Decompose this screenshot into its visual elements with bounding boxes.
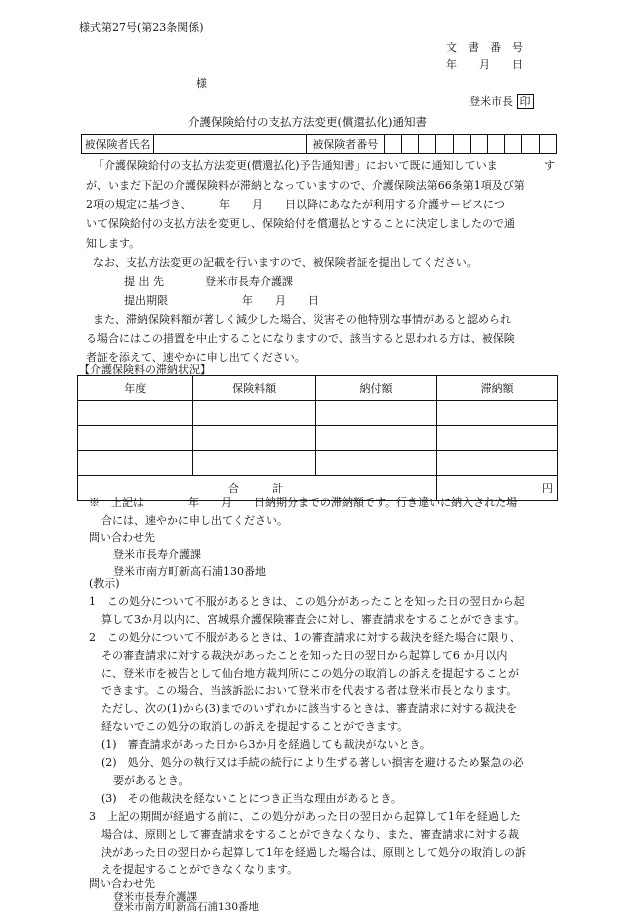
body-line: いて保険給付の支払方法を変更し、保険給付を償還払とすることに決定しましたので通 — [86, 217, 515, 230]
body-line: なお、支払方法変更の記載を行いますので、被保険者証を提出してください。 — [93, 256, 478, 269]
column-header-year: 年度 — [78, 376, 193, 401]
insured-number-digit — [505, 135, 522, 154]
body-line: 2項の規定に基づき、 年 月 日以降にあなたが利用する介護サービスにつ — [86, 198, 505, 211]
insured-number-digit — [539, 135, 556, 154]
column-header-arrears: 滞納額 — [437, 376, 558, 401]
deadline-label: 提出期限 — [124, 294, 168, 307]
contact-label: 問い合わせ先 — [89, 531, 155, 544]
instruction-line: (2) 処分、処分の執行又は手続の続行により生ずる著しい損害を避けるため緊急の必 — [101, 756, 524, 769]
body-line: 知します。 — [86, 237, 141, 250]
contact-department: 登米市長寿介護課 — [113, 891, 197, 903]
body-line: 者証を添えて、速やかに申し出てください。 — [86, 351, 306, 364]
note-line: ※ 上記は 年 月 日納期分までの滞納額です。行き違いに納入された場 — [89, 496, 518, 509]
issuer-line — [469, 96, 534, 107]
arrears-heading: 【介護保険料の滞納状況】 — [79, 363, 211, 376]
column-header-paid: 納付額 — [315, 376, 436, 401]
insured-info-table — [81, 134, 557, 154]
insured-number-digit — [522, 135, 539, 154]
body-line: また、滞納保険料額が著しく減少した場合、災害その他特別な事情があると認められ — [93, 313, 511, 326]
instruction-line: 1 この処分について不服があるときは、この処分があったことを知った日の翌日から起 — [89, 595, 525, 608]
instruction-line: 要があるとき。 — [113, 774, 190, 787]
instruction-line: 場合は、原則として審査請求をすることができなくなり、また、審査請求に対する裁 — [101, 828, 519, 841]
contact-department: 登米市長寿介護課 — [113, 548, 201, 561]
insured-number-digit — [470, 135, 487, 154]
total-unit: 円 — [437, 476, 558, 501]
document-number-label: 文 書 番 号 — [446, 41, 523, 54]
contact-address: 登米市南方町新高石浦130番地 — [113, 565, 266, 578]
issuer-name: 登米市長 — [469, 95, 513, 108]
insured-name-value — [153, 135, 306, 154]
instruction-line: えを提起することができなくなります。 — [101, 863, 299, 876]
table-row — [78, 451, 558, 476]
body-line: る場合にはこの措置を中止することになりますので、該当すると思われる方は、被保険 — [86, 332, 515, 345]
body-line: す — [544, 159, 555, 172]
seal-mark: 印 — [517, 94, 534, 109]
arrears-table — [77, 375, 558, 501]
total-label: 合 計 — [78, 476, 437, 501]
instruction-line: 経ないでこの処分の取消しの訴えを提起することができます。 — [101, 720, 409, 733]
table-row — [78, 401, 558, 426]
addressee-suffix: 様 — [196, 77, 207, 90]
instruction-line: (3) その他裁決を経ないことにつき正当な理由があるとき。 — [101, 792, 402, 805]
form-number: 様式第27号(第23条関係) — [79, 21, 204, 34]
contact-label: 問い合わせ先 — [89, 877, 155, 890]
insured-number-digit — [488, 135, 505, 154]
insured-number-label: 被保険者番号 — [306, 135, 384, 154]
instruction-line: (1) 審査請求があった日から3か月を経過しても裁決がないとき。 — [101, 738, 432, 751]
insured-number-digit — [402, 135, 419, 154]
submit-to-value: 登米市長寿介護課 — [205, 275, 293, 288]
document-title: 介護保険給付の支払方法変更(償還払化)通知書 — [188, 115, 427, 129]
instruction-line: 2 この処分について不服があるときは、1の審査請求に対する裁決を経た場合に限り、 — [89, 631, 521, 644]
insured-number-digit — [453, 135, 470, 154]
column-header-premium: 保険料額 — [193, 376, 315, 401]
instruction-line: に、登米市を被告として仙台地方裁判所にこの処分の取消しの訴えを提起することが — [101, 667, 519, 680]
instruction-line: 算して3か月以内に、宮城県介護保険審査会に対し、審査請求をすることができます。 — [101, 613, 526, 626]
insured-number-digit — [384, 135, 401, 154]
instruction-line: ただし、次の(1)から(3)までのいずれかに該当するときは、審査請求に対する裁決を — [101, 702, 518, 715]
instruction-line: 決があった日の翌日から起算して1年を経過した場合は、原則として処分の取消しの訴 — [101, 846, 526, 859]
instruction-line: 3 上記の期間が経過する前に、この処分があった日の翌日から起算して1年を経過した — [89, 810, 521, 823]
submit-to-label: 提 出 先 — [124, 275, 164, 288]
instruction-heading: (教示) — [89, 577, 120, 590]
table-row — [78, 426, 558, 451]
insured-name-label: 被保険者氏名 — [82, 135, 154, 154]
insured-number-digit — [436, 135, 453, 154]
instruction-line: その審査請求に対する裁決があったことを知った日の翌日から起算して6 か月以内 — [101, 649, 508, 662]
date-line: 年 月 日 — [446, 58, 523, 71]
contact-address: 登米市南方町新高石浦130番地 — [113, 901, 260, 913]
instruction-line: できます。この場合、当該訴訟において登米市を代表する者は登米市長となります。 — [101, 684, 518, 697]
note-line: 合には、速やかに申し出てください。 — [101, 514, 288, 527]
insured-number-digit — [419, 135, 436, 154]
body-line: が、いまだ下記の介護保険料が滞納となっていますので、介護保険法第66条第1項及び第 — [86, 179, 525, 192]
body-line: 「介護保険給付の支払方法変更(償還払化)予告通知書」において既に通知していま — [93, 159, 498, 172]
deadline-value: 年 月 日 — [242, 294, 319, 307]
